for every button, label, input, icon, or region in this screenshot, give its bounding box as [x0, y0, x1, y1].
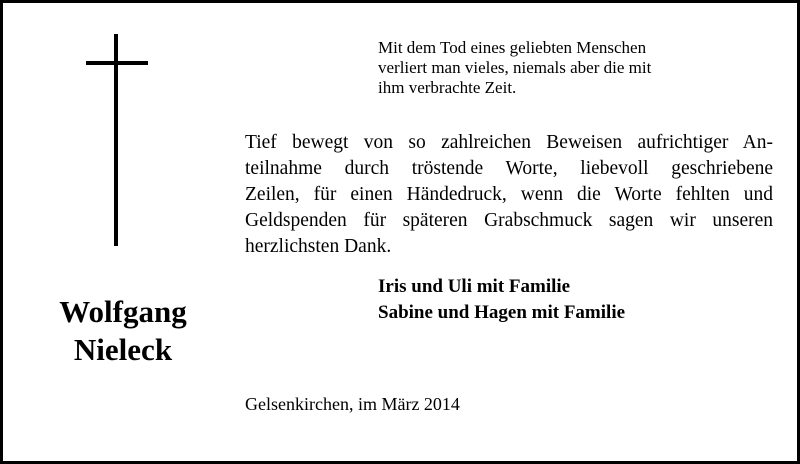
- thanks-paragraph: [245, 130, 773, 260]
- quote-line: ihm verbrachte Zeit.: [378, 78, 517, 97]
- thanks-line: Tief bewegt von so zahlreichen Beweisen aufrichtiger An-: [245, 132, 773, 153]
- thanks-line: Zeilen, für einen Händedruck, wenn die Worte fehlten und: [245, 184, 773, 205]
- signer: Iris und Uli mit Familie: [378, 276, 571, 297]
- cross-horizontal-bar: [86, 61, 148, 65]
- signer: Sabine und Hagen mit Familie: [378, 302, 626, 323]
- deceased-name: [43, 293, 203, 369]
- deceased-first-name: Wolfgang: [59, 294, 187, 329]
- memorial-quote: [378, 38, 708, 98]
- deceased-last-name: Nieleck: [73, 332, 173, 367]
- signers-list: [378, 274, 708, 326]
- cross-icon: [86, 34, 148, 246]
- quote-line: verliert man vieles, niemals aber die mit: [378, 58, 652, 77]
- cross-vertical-bar: [114, 34, 118, 246]
- thanks-line: herzlichsten Dank.: [245, 236, 392, 257]
- place-date: Gelsenkirchen, im März 2014: [245, 394, 460, 414]
- thanks-line: Geldspenden für späteren Grabschmuck sagen wir unseren: [245, 210, 773, 231]
- thanks-line: teilnahme durch tröstende Worte, liebevoll geschriebene: [245, 158, 773, 179]
- quote-line: Mit dem Tod eines geliebten Menschen: [378, 38, 647, 57]
